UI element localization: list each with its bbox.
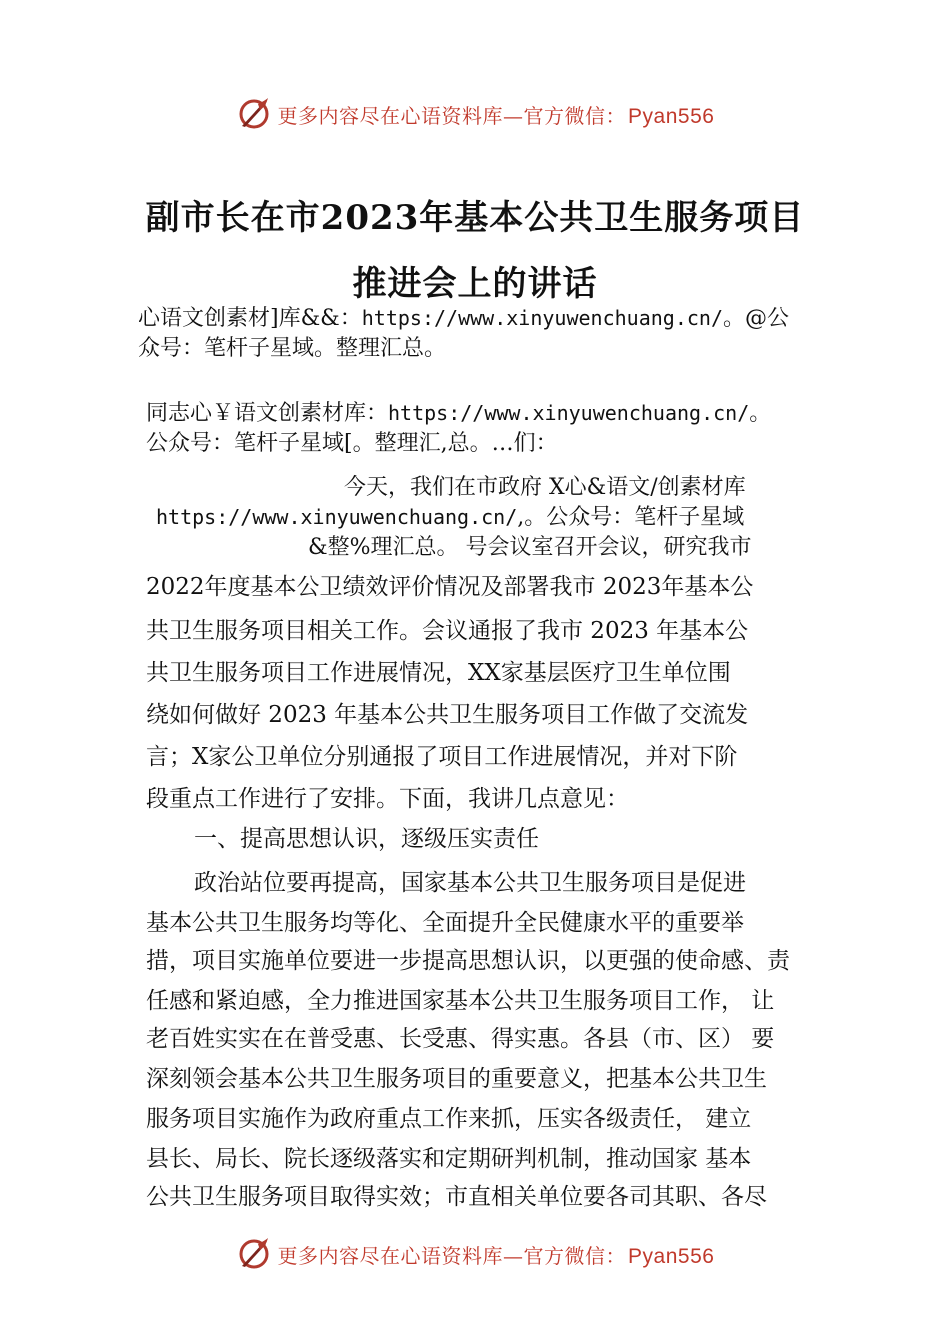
header-banner: [0, 92, 950, 136]
source-note-line2: 众号：笔杆子星域。整理汇总。: [138, 336, 447, 361]
greeting-tail: 。: [749, 401, 772, 426]
para1-line8: 言；X家公卫单位分别通报了项目工作进展情况，并对下阶: [146, 744, 738, 770]
banner-wechat-id: Pyan556: [628, 104, 715, 128]
para1-line9: 段重点工作进行了安排。下面，我讲几点意见：: [146, 786, 629, 812]
para2-line9: 公共卫生服务项目取得实效；市直相关单位要各司其职、各尽: [146, 1184, 767, 1210]
source-url: https://www.xinyuwenchuang.cn/: [361, 306, 723, 330]
greeting-line2: 公众号：笔杆子星域[。整理汇,总。…们：: [146, 431, 558, 456]
para1-line2-tail: ,。公众号：笔杆子星域: [517, 505, 745, 530]
para1-line3: &整%理汇总。 号会议室召开会议，研究我市: [308, 535, 752, 560]
quill-logo-icon: [236, 96, 272, 132]
footer-banner: [0, 1232, 950, 1276]
para2-line8: 县长、局长、院长逐级落实和定期研判机制，推动国家 基本: [146, 1146, 752, 1172]
greeting: [146, 398, 846, 459]
banner-text-cn: 更多内容尽在心语资料库—官方微信：: [277, 1243, 627, 1268]
banner-text-cn: 更多内容尽在心语资料库—官方微信：: [277, 103, 627, 128]
para2-line7: 服务项目实施作为政府重点工作来抓，压实各级责任， 建立: [146, 1106, 752, 1132]
para2-line6: 深刻领会基本公共卫生服务项目的重要意义，把基本公共卫生: [146, 1066, 767, 1092]
document-title-line2: 推进会上的讲话: [352, 264, 598, 304]
para1-line2: [156, 500, 744, 531]
para2-line4: 任感和紧迫感，全力推进国家基本公共卫生服务项目工作， 让: [146, 988, 775, 1014]
section-heading-1: 一、提高思想认识，逐级压实责任: [194, 826, 539, 852]
quill-logo-icon: [236, 1236, 272, 1272]
source-note-line1: [138, 303, 838, 334]
para1-line5: 共卫生服务项目相关工作。会议通报了我市 2023 年基本公: [146, 618, 749, 644]
banner-wechat-id: Pyan556: [628, 1244, 715, 1268]
para2-line5: 老百姓实实在在普受惠、长受惠、得实惠。各县（市、区） 要: [146, 1026, 775, 1052]
para1-line1: 今天，我们在市政府 X心&语文/创素材库: [344, 475, 746, 500]
para2-line1: 政治站位要再提高，国家基本公共卫生服务项目是促进: [194, 870, 746, 896]
source-note: [138, 303, 838, 364]
greeting-url: https://www.xinyuwenchuang.cn/: [388, 401, 750, 425]
source-note-tail: 。@公: [722, 306, 789, 331]
source-note-text: 心语文创素材]库&&：: [138, 306, 362, 331]
banner-text: [278, 1240, 715, 1269]
para1-line7: 绕如何做好 2023 年基本公共卫生服务项目工作做了交流发: [146, 702, 749, 728]
para1-line4: 2022年度基本公卫绩效评价情况及部署我市 2023年基本公: [146, 574, 754, 600]
para1-line6: 共卫生服务项目工作进展情况，XX家基层医疗卫生单位围: [146, 660, 731, 686]
greeting-line1: [146, 398, 846, 429]
banner-text: [278, 100, 715, 129]
document-title-line1: 副市长在市2023年基本公共卫生服务项目: [145, 198, 805, 238]
para2-line3: 措，项目实施单位要进一步提高思想认识，以更强的使命感、责: [146, 948, 790, 974]
para2-line2: 基本公共卫生服务均等化、全面提升全民健康水平的重要举: [146, 910, 744, 936]
para1-url: https://www.xinyuwenchuang.cn/: [156, 505, 518, 529]
greeting-text: 同志心￥语文创素材库：: [146, 401, 389, 426]
